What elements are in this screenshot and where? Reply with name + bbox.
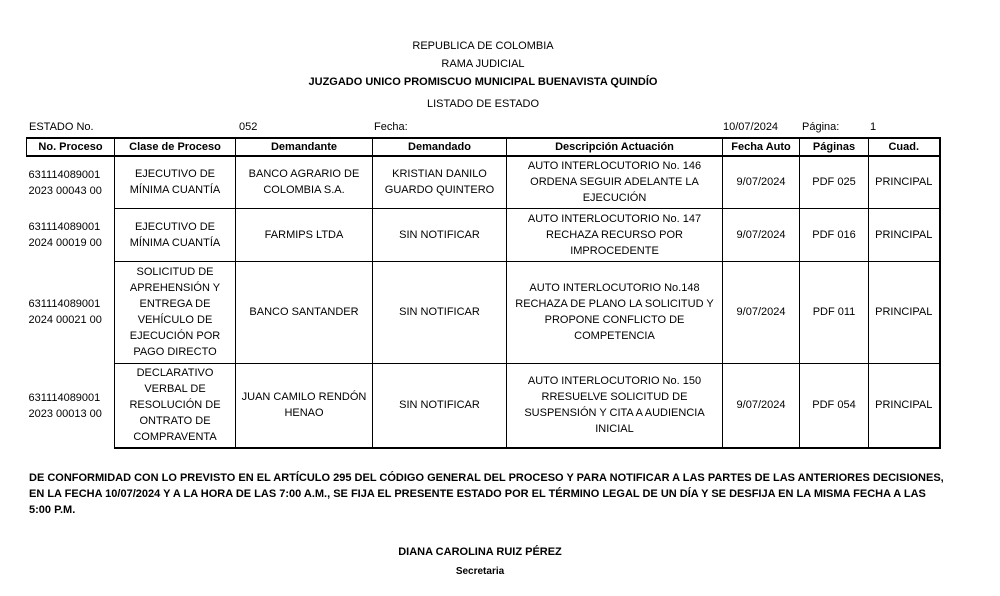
col-header-paginas: Páginas [800,138,869,156]
cell-descripcion: AUTO INTERLOCUTORIO No.148 RECHAZA DE PLANO LA SOLICITUD Y PROPONE CONFLICTO DE COMPETENCIA [507,261,723,363]
cell-clase: EJECUTIVO DE MÍNIMA CUANTÍA [115,156,236,208]
signature-role: Secretaria [455,566,505,577]
proceso-radicado: 2023 00013 00 [28,407,102,420]
cell-demandante: BANCO SANTANDER [236,261,373,363]
estado-value: 052 [239,121,258,133]
proceso-radicado: 2024 00021 00 [28,314,102,326]
cell-demandante: FARMIPS LTDA [236,208,373,261]
table-row [27,363,940,448]
cell-proceso [27,261,115,363]
cell-descripcion: AUTO INTERLOCUTORIO No. 150 RRESUELVE SOLICITUD DE SUSPENSIÓN Y CITA A AUDIENCIA INICIAL [507,363,723,448]
cell-demandado: SIN NOTIFICAR [373,261,507,363]
cell-proceso [27,208,115,261]
col-header-demandado: Demandado [373,138,507,156]
signature-name: DIANA CAROLINA RUIZ PÉREZ [398,546,562,558]
cell-proceso [27,363,115,448]
cell-cuad: PRINCIPAL [869,208,940,261]
header-republica: REPUBLICA DE COLOMBIA [412,40,554,52]
table-row [27,261,940,363]
cell-clase: SOLICITUD DE APREHENSIÓN Y ENTREGA DE VEHÍCULO DE EJECUCIÓN POR PAGO DIRECTO [115,261,236,363]
proceso-radicado: 2023 00043 00 [28,184,102,197]
col-header-no-proceso: No. Proceso [27,138,115,156]
cell-cuad: PRINCIPAL [869,363,940,448]
cell-demandado: SIN NOTIFICAR [373,363,507,448]
notification-notice: DE CONFORMIDAD CON LO PREVISTO EN EL ARTÍCULO 295 DEL CÓDIGO GENERAL DEL PROCESO Y PARA NOTIFICAR A LAS PARTES DE LAS ANTERIORES DECISIONES, EN LA FECHA 10/07/2024 Y A LA HORA DE LAS 7:00 A.M., SE FIJA EL PRESENTE ESTADO POR EL TÉRMINO LEGAL DE UN DÍA Y SE DESFIJA EN LA MISMA FECHA A LAS 5:00 P.M. [29,472,944,516]
fecha-label: Fecha: [374,121,408,133]
col-header-clase: Clase de Proceso [115,138,236,156]
cell-descripcion: AUTO INTERLOCUTORIO No. 146 ORDENA SEGUIR ADELANTE LA EJECUCIÓN [507,156,723,208]
col-header-demandante: Demandante [236,138,373,156]
col-header-cuad: Cuad. [869,138,940,156]
cell-proceso [27,156,115,208]
estado-label: ESTADO No. [29,121,94,133]
fecha-value: 10/07/2024 [723,121,779,133]
table-row [27,156,940,208]
cell-demandante: BANCO AGRARIO DE COLOMBIA S.A. [236,156,373,208]
pagina-value: 1 [870,121,877,133]
table-header-row [27,138,940,156]
proceso-number: 631114089001 [28,168,101,181]
cell-demandado: SIN NOTIFICAR [373,208,507,261]
proceso-number: 631114089001 [28,391,101,404]
cell-descripcion: AUTO INTERLOCUTORIO No. 147 RECHAZA RECURSO POR IMPROCEDENTE [507,208,723,261]
cell-fecha-auto: 9/07/2024 [723,261,800,363]
cell-paginas: PDF 054 [800,363,869,448]
cell-paginas: PDF 011 [800,261,869,363]
header-juzgado: JUZGADO UNICO PROMISCUO MUNICIPAL BUENAVISTA QUINDÍO [308,76,658,88]
cell-fecha-auto: 9/07/2024 [723,156,800,208]
estado-table [26,137,941,449]
cell-clase: EJECUTIVO DE MÍNIMA CUANTÍA [115,208,236,261]
pagina-label: Página: [802,121,840,133]
header-rama-judicial: RAMA JUDICIAL [441,58,525,70]
cell-demandado: KRISTIAN DANILO GUARDO QUINTERO [373,156,507,208]
cell-paginas: PDF 025 [800,156,869,208]
proceso-radicado: 2024 00019 00 [28,236,102,249]
header-listado: LISTADO DE ESTADO [426,98,540,110]
cell-fecha-auto: 9/07/2024 [723,363,800,448]
col-header-descripcion: Descripción Actuación [507,138,723,156]
cell-cuad: PRINCIPAL [869,156,940,208]
cell-cuad: PRINCIPAL [869,261,940,363]
cell-fecha-auto: 9/07/2024 [723,208,800,261]
col-header-fecha-auto: Fecha Auto [723,138,800,156]
cell-demandante: JUAN CAMILO RENDÓN HENAO [236,363,373,448]
cell-paginas: PDF 016 [800,208,869,261]
proceso-number: 631114089001 [28,298,101,310]
table-row [27,208,940,261]
proceso-number: 631114089001 [28,220,101,233]
cell-clase: DECLARATIVO VERBAL DE RESOLUCIÓN DE ONTRATO DE COMPRAVENTA [115,363,236,448]
